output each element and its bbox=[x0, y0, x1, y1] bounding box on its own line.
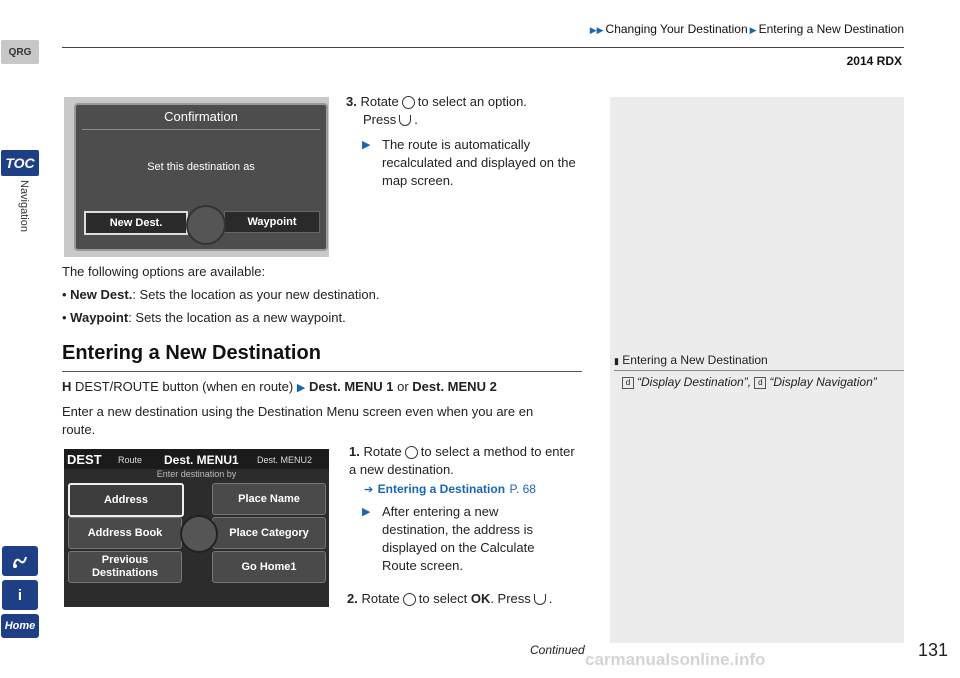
step-1: 1. Rotate to select a method to enter a new destination. bbox=[349, 444, 575, 477]
option-item: • New Dest.: Sets the location as your new destination. bbox=[62, 287, 380, 302]
confirmation-dialog bbox=[74, 103, 328, 251]
waypoint-option: Waypoint bbox=[224, 211, 320, 233]
place-category-option: Place Category bbox=[212, 517, 326, 549]
address-option: Address bbox=[68, 483, 184, 517]
menu2-label: Dest. MENU2 bbox=[257, 455, 313, 465]
place-name-option: Place Name bbox=[212, 483, 326, 515]
sidebar-title: ▮ Entering a New Destination bbox=[614, 353, 768, 367]
breadcrumb-item[interactable]: Changing Your Destination bbox=[605, 22, 748, 36]
interface-dial-icon bbox=[186, 205, 226, 245]
result-arrow-icon: ▶ bbox=[362, 506, 371, 518]
dialog-divider bbox=[82, 129, 320, 130]
options-intro: The following options are available: bbox=[62, 264, 266, 279]
link-arrow-icon: ➔ bbox=[364, 484, 374, 496]
destination-menu-screen-image bbox=[64, 449, 329, 607]
menu-path: H DEST/ROUTE button (when en route) ▶ Dest. MENU 1 or Dest. MENU 2 bbox=[62, 379, 497, 394]
chevron-right-icon: ▶▶ bbox=[589, 25, 604, 35]
sidebar-divider bbox=[614, 370, 904, 371]
go-home-option: Go Home1 bbox=[212, 551, 326, 583]
rotate-dial-icon bbox=[402, 96, 415, 109]
section-divider bbox=[62, 371, 582, 372]
dialog-title: Confirmation bbox=[164, 109, 238, 124]
voice-icon: d bbox=[622, 377, 634, 389]
route-icon: H bbox=[62, 379, 72, 394]
dialog-message: Set this destination as bbox=[147, 161, 255, 173]
step-2: 2. Rotate to select OK. Press . bbox=[347, 591, 553, 606]
continued-label: Continued bbox=[530, 643, 585, 657]
reference-icon: ▮ bbox=[614, 356, 619, 366]
address-book-option: Address Book bbox=[68, 517, 182, 549]
press-dial-icon bbox=[534, 594, 546, 605]
menu-subtitle: Enter destination by bbox=[156, 469, 237, 479]
step-3: 3. Rotate to select an option. Press . bbox=[346, 94, 527, 127]
interface-dial-icon bbox=[180, 515, 218, 553]
result-arrow-icon: ▶ bbox=[362, 139, 371, 151]
dest-label: DEST bbox=[67, 452, 102, 467]
new-dest-option: New Dest. bbox=[84, 211, 188, 235]
rotate-dial-icon bbox=[403, 593, 416, 606]
page-number: 131 bbox=[918, 640, 949, 660]
breadcrumb bbox=[588, 22, 904, 36]
sidebar-note: d “Display Destination”, d “Display Navigation” bbox=[622, 375, 892, 390]
section-intro: Enter a new destination using the Destination Menu screen even when you are en route. bbox=[62, 404, 534, 437]
header-divider bbox=[62, 47, 904, 48]
route-label: Route bbox=[118, 455, 143, 465]
home-button[interactable]: Home bbox=[1, 614, 39, 638]
section-heading: Entering a New Destination bbox=[62, 342, 321, 364]
chevron-right-icon: ▶ bbox=[296, 382, 306, 394]
voice-icon: d bbox=[754, 377, 766, 389]
voice-command-icon[interactable] bbox=[2, 546, 38, 576]
info-icon[interactable]: i bbox=[2, 580, 38, 610]
menu1-label: Dest. MENU1 bbox=[164, 453, 239, 467]
section-side-label: Navigation bbox=[18, 180, 30, 232]
option-item: • Waypoint: Sets the location as a new waypoint. bbox=[62, 310, 346, 325]
qrg-tab[interactable]: QRG bbox=[1, 40, 39, 64]
chevron-right-icon: ▶ bbox=[749, 25, 757, 35]
step-3-result: ▶ The route is automatically recalculated and displayed on the map screen. bbox=[362, 137, 576, 188]
breadcrumb-item[interactable]: Entering a New Destination bbox=[758, 22, 904, 36]
toc-tab[interactable]: TOC bbox=[1, 150, 39, 176]
watermark: carmanualsonline.info bbox=[585, 650, 766, 669]
previous-destinations-option: Previous Destinations bbox=[68, 551, 182, 583]
model-label: 2014 RDX bbox=[846, 54, 902, 68]
cross-reference-link[interactable]: ➔ Entering a Destination P. 68 bbox=[364, 482, 536, 496]
step-1-result: ▶ After entering a new destination, the address is displayed on the Calculate Route screen. bbox=[362, 504, 535, 573]
rotate-dial-icon bbox=[405, 446, 418, 459]
press-dial-icon bbox=[399, 115, 411, 126]
confirmation-screen-image bbox=[64, 97, 329, 257]
